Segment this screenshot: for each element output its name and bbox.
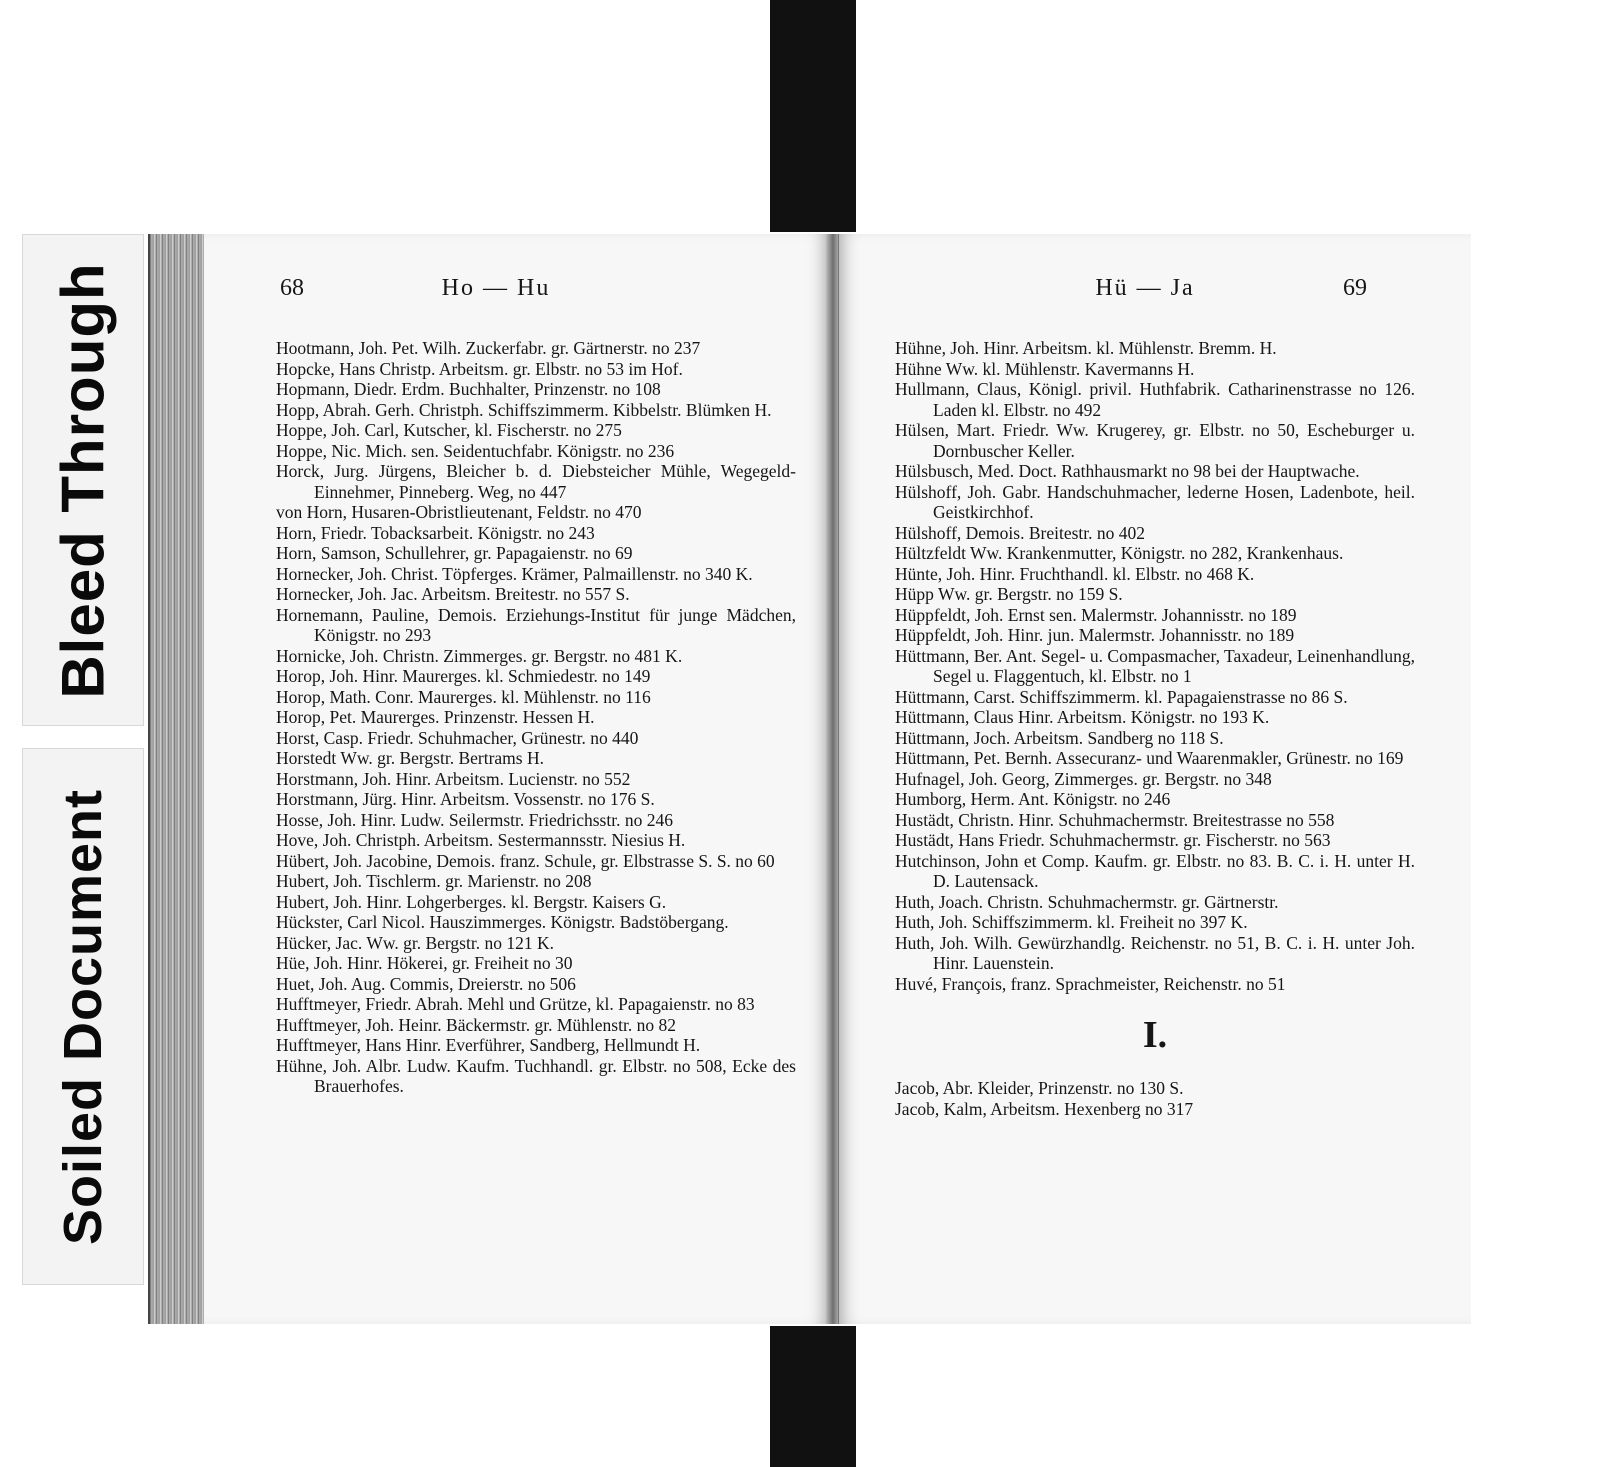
directory-entry: Hüttmann, Ber. Ant. Segel- u. Compasmacher, Taxadeur, Leinenhandlung, Segel u. Flaggentuch, kl. Elbstr. no 1 bbox=[895, 645, 1415, 686]
directory-entry: Hüttmann, Claus Hinr. Arbeitsm. Königstr. no 193 K. bbox=[895, 707, 1270, 727]
directory-entry: Hülsen, Mart. Friedr. Ww. Krugerey, gr. Elbstr. no 50, Escheburger u. Dornbuscher Keller. bbox=[895, 420, 1415, 461]
directory-entry: Hufftmeyer, Hans Hinr. Everführer, Sandberg, Hellmundt H. bbox=[276, 1035, 701, 1055]
directory-entry: Horop, Joh. Hinr. Maurerges. kl. Schmiedestr. no 149 bbox=[276, 666, 651, 686]
directory-entry: Hüttmann, Pet. Bernh. Assecuranz- und Waarenmakler, Grünestr. no 169 bbox=[895, 748, 1404, 768]
directory-entry: Hülsbusch, Med. Doct. Rathhausmarkt no 98 bei der Hauptwache. bbox=[895, 461, 1360, 481]
right-page-header bbox=[839, 275, 1471, 306]
directory-entry: Hullmann, Claus, Königl. privil. Huthfabrik. Catharinenstrasse no 126. Laden kl. Elbstr. no 492 bbox=[895, 379, 1415, 420]
directory-entry: Hültzfeldt Ww. Krankenmutter, Königstr. no 282, Krankenhaus. bbox=[895, 543, 1344, 563]
right-page bbox=[838, 234, 1471, 1324]
directory-entry: Hühne, Joh. Albr. Ludw. Kaufm. Tuchhandl. gr. Elbstr. no 508, Ecke des Brauerhofes. bbox=[276, 1055, 796, 1096]
section-letter: I. bbox=[1142, 1014, 1168, 1056]
directory-entry: Hufftmeyer, Friedr. Abrah. Mehl und Grütze, kl. Papagaienstr. no 83 bbox=[276, 994, 755, 1014]
directory-entry: Horstmann, Joh. Hinr. Arbeitsm. Lucienstr. no 552 bbox=[276, 768, 631, 789]
directory-entry: Hübert, Joh. Jacobine, Demois. franz. Schule, gr. Elbstrasse S. S. no 60 bbox=[276, 850, 775, 871]
directory-entry: Huvé, François, franz. Sprachmeister, Reichenstr. no 51 bbox=[895, 973, 1286, 994]
left-entry-list bbox=[276, 338, 796, 1097]
directory-entry: Jacob, Abr. Kleider, Prinzenstr. no 130 S. bbox=[895, 1078, 1184, 1098]
directory-entry: Hustädt, Hans Friedr. Schuhmachermstr. gr. Fischerstr. no 563 bbox=[895, 830, 1331, 850]
right-entry-list bbox=[895, 338, 1415, 1119]
directory-entry: Hüppfeldt, Joh. Ernst sen. Malermstr. Johannisstr. no 189 bbox=[895, 604, 1297, 625]
directory-entry: Horstedt Ww. gr. Bergstr. Bertrams H. bbox=[276, 748, 544, 768]
directory-entry: Hubert, Joh. Tischlerm. gr. Marienstr. no 208 bbox=[276, 871, 592, 891]
directory-entry: Hufftmeyer, Joh. Heinr. Bäckermstr. gr. Mühlenstr. no 82 bbox=[276, 1014, 676, 1035]
bleed-through-label bbox=[22, 234, 144, 726]
directory-entry: Hülshoff, Demois. Breitestr. no 402 bbox=[895, 522, 1146, 543]
book-page-edges bbox=[148, 234, 208, 1324]
directory-entry: Hopcke, Hans Christp. Arbeitsm. gr. Elbstr. no 53 im Hof. bbox=[276, 358, 683, 379]
directory-entry: Horop, Math. Conr. Maurerges. kl. Mühlenstr. no 116 bbox=[276, 686, 651, 707]
soiled-document-text: Soiled Document bbox=[53, 788, 114, 1245]
directory-entry: Hühne, Joh. Hinr. Arbeitsm. kl. Mühlenstr. Bremm. H. bbox=[895, 338, 1277, 358]
soiled-document-label bbox=[22, 748, 144, 1285]
directory-entry: Hühne Ww. kl. Mühlenstr. Kavermanns H. bbox=[895, 358, 1195, 379]
left-page bbox=[204, 234, 829, 1324]
directory-entry: Hustädt, Christn. Hinr. Schuhmachermstr. Breitestrasse no 558 bbox=[895, 809, 1335, 830]
directory-entry: Hülshoff, Joh. Gabr. Handschuhmacher, lederne Hosen, Ladenbote, heil. Geistkirchhof. bbox=[895, 481, 1415, 522]
directory-entry: Horop, Pet. Maurerges. Prinzenstr. Hessen H. bbox=[276, 707, 595, 727]
directory-entry: Hootmann, Joh. Pet. Wilh. Zuckerfabr. gr. Gärtnerstr. no 237 bbox=[276, 338, 701, 358]
directory-entry: Huth, Joach. Christn. Schuhmachermstr. gr. Gärtnerstr. bbox=[895, 891, 1279, 912]
directory-entry: Huth, Joh. Wilh. Gewürzhandlg. Reichenstr. no 51, B. C. i. H. unter Joh. Hinr. Lauenstein. bbox=[895, 932, 1415, 973]
directory-entry: Horstmann, Jürg. Hinr. Arbeitsm. Vossenstr. no 176 S. bbox=[276, 789, 655, 809]
directory-entry: Hove, Joh. Christph. Arbeitsm. Sestermannsstr. Niesius H. bbox=[276, 830, 686, 850]
binding-bar-bottom bbox=[770, 1326, 856, 1467]
directory-entry: Hornemann, Pauline, Demois. Erziehungs-Institut für junge Mädchen, Königstr. no 293 bbox=[276, 604, 796, 645]
directory-entry: Humborg, Herm. Ant. Königstr. no 246 bbox=[895, 789, 1171, 809]
directory-entry: Huet, Joh. Aug. Commis, Dreierstr. no 506 bbox=[276, 973, 576, 994]
directory-entry: Jacob, Kalm, Arbeitsm. Hexenberg no 317 bbox=[895, 1098, 1194, 1119]
directory-entry: Horn, Samson, Schullehrer, gr. Papagaienstr. no 69 bbox=[276, 543, 633, 563]
directory-entry: Hüttmann, Carst. Schiffszimmerm. kl. Papagaienstrasse no 86 S. bbox=[895, 686, 1348, 707]
right-page-number: 69 bbox=[1343, 275, 1367, 301]
directory-entry: von Horn, Husaren-Obristlieutenant, Feldstr. no 470 bbox=[276, 502, 642, 522]
directory-entry: Horck, Jurg. Jürgens, Bleicher b. d. Diebsteicher Mühle, Wegegeld-Einnehmer, Pinneberg. Weg, no 447 bbox=[276, 461, 796, 502]
directory-entry: Hopp, Abrah. Gerh. Christph. Schiffszimmerm. Kibbelstr. Blümken H. bbox=[276, 399, 772, 420]
directory-entry: Huth, Joh. Schiffszimmerm. kl. Freiheit no 397 K. bbox=[895, 912, 1248, 932]
directory-entry: Hornicke, Joh. Christn. Zimmerges. gr. Bergstr. no 481 K. bbox=[276, 645, 683, 666]
directory-entry: Hoppe, Joh. Carl, Kutscher, kl. Fischerstr. no 275 bbox=[276, 420, 622, 440]
directory-entry: Hoppe, Nic. Mich. sen. Seidentuchfabr. Königstr. no 236 bbox=[276, 440, 675, 461]
directory-entry: Hufnagel, Joh. Georg, Zimmerges. gr. Bergstr. no 348 bbox=[895, 768, 1272, 789]
binding-bar-top bbox=[770, 0, 856, 232]
left-page-number: 68 bbox=[280, 275, 304, 301]
directory-entry: Horn, Friedr. Tobacksarbeit. Königstr. no 243 bbox=[276, 522, 595, 543]
directory-entry: Hüpp Ww. gr. Bergstr. no 159 S. bbox=[895, 584, 1123, 604]
left-running-head: Ho — Hu bbox=[441, 275, 551, 301]
directory-entry: Hückster, Carl Nicol. Hauszimmerges. Königstr. Badstöbergang. bbox=[276, 912, 729, 932]
directory-entry: Hosse, Joh. Hinr. Ludw. Seilermstr. Friedrichsstr. no 246 bbox=[276, 809, 673, 830]
directory-entry: Hutchinson, John et Comp. Kaufm. gr. Elbstr. no 83. B. C. i. H. unter H. D. Lautensack. bbox=[895, 850, 1415, 891]
left-page-header bbox=[204, 275, 828, 306]
directory-entry: Hornecker, Joh. Jac. Arbeitsm. Breitestr. no 557 S. bbox=[276, 584, 630, 604]
directory-entry: Horst, Casp. Friedr. Schuhmacher, Grünestr. no 440 bbox=[276, 727, 639, 748]
bleed-through-text: Bleed Through bbox=[49, 261, 117, 699]
directory-entry: Hüppfeldt, Joh. Hinr. jun. Malermstr. Johannisstr. no 189 bbox=[895, 625, 1295, 645]
directory-entry: Hünte, Joh. Hinr. Fruchthandl. kl. Elbstr. no 468 K. bbox=[895, 563, 1255, 584]
directory-entry: Hüttmann, Joch. Arbeitsm. Sandberg no 118 S. bbox=[895, 727, 1224, 748]
right-running-head: Hü — Ja bbox=[1095, 275, 1195, 301]
directory-entry: Hubert, Joh. Hinr. Lohgerberges. kl. Bergstr. Kaisers G. bbox=[276, 891, 667, 912]
directory-entry: Hücker, Jac. Ww. gr. Bergstr. no 121 K. bbox=[276, 932, 554, 953]
directory-entry: Hopmann, Diedr. Erdm. Buchhalter, Prinzenstr. no 108 bbox=[276, 379, 661, 399]
directory-entry: Hornecker, Joh. Christ. Töpferges. Krämer, Palmaillenstr. no 340 K. bbox=[276, 563, 753, 584]
directory-entry: Hüe, Joh. Hinr. Hökerei, gr. Freiheit no 30 bbox=[276, 953, 573, 973]
